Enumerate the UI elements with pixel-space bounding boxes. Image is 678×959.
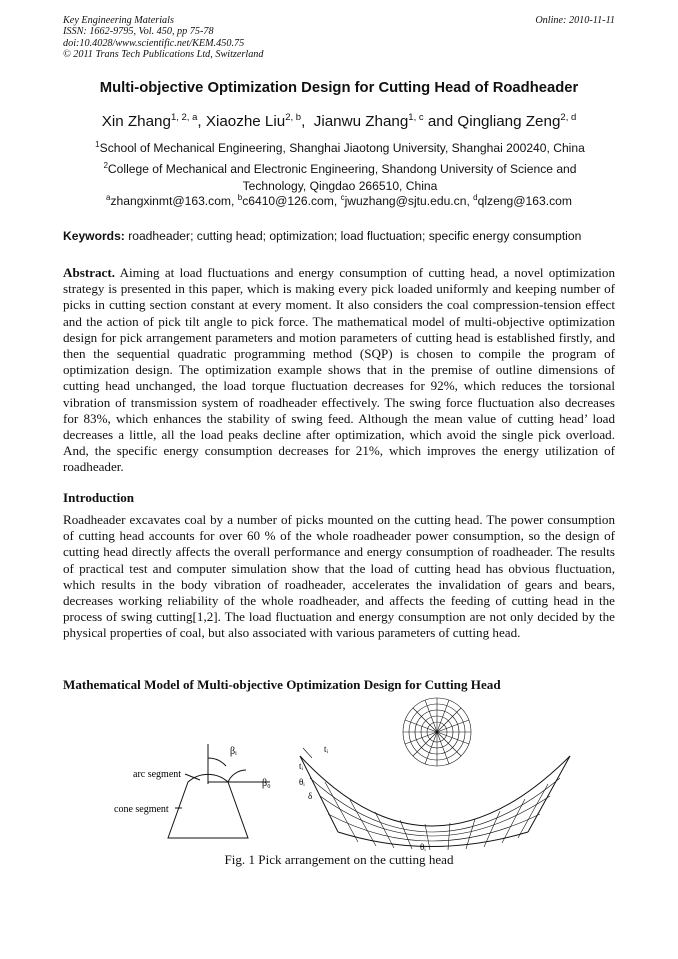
author-name: Xiaozhe Liu	[205, 113, 286, 131]
keywords-text: roadheader; cutting head; optimization; load fluctuation; specific energy consumption	[128, 229, 582, 243]
section-heading-introduction: Introduction	[63, 490, 135, 505]
author-separator: and	[423, 113, 458, 131]
t-i-label: tᵢ	[299, 761, 303, 771]
beta-0-label: β₀	[262, 778, 271, 789]
section-heading-model: Mathematical Model of Multi-objective Optimization Design for Cutting Head	[63, 677, 501, 692]
copyright-line: © 2011 Trans Tech Publications Ltd, Switzerland	[63, 49, 264, 61]
affiliation-2	[80, 158, 600, 194]
affiliation-text: College of Mechanical and Electronic Engineering, Shandong University of Science and Technology, Qingdao 266510, China	[107, 162, 577, 193]
email-sup: b	[237, 193, 243, 202]
affiliation-sup: 2	[103, 161, 108, 170]
email-list: $^a$zhangxinmt@163.com, $^b$c6410@126.com, $^c$jwuzhang@sjtu.edu.cn, $^d$qlzeng@163.com	[106, 193, 572, 209]
unrolled-pick-band	[300, 748, 570, 850]
affiliation-text: School of Mechanical Engineering, Shanghai Jiaotong University, Shanghai 200240, China	[99, 141, 585, 156]
author-name: Qingliang Zeng	[457, 113, 561, 131]
pick-profile-diagram	[168, 744, 270, 838]
theta-i-left-label: θᵢ	[299, 777, 305, 787]
online-date: Online: 2010-11-11	[535, 15, 615, 26]
figure-pick-arrangement	[100, 696, 580, 852]
email-address[interactable]: zhangxinmt@163.com	[110, 194, 232, 209]
email-sup: a	[106, 193, 111, 202]
issn-line: ISSN: 1662-9795, Vol. 450, pp 75-78	[63, 26, 214, 38]
figure-caption: Fig. 1 Pick arrangement on the cutting head	[224, 852, 454, 867]
author-list	[0, 112, 678, 130]
author-sup: 2, d	[560, 112, 577, 123]
beta-i-label: βᵢ	[230, 746, 237, 757]
email-address[interactable]: c6410@126.com	[242, 194, 334, 209]
beta-i-arc	[208, 758, 226, 766]
affiliation-sup: 1	[95, 140, 100, 149]
email-address[interactable]: qlzeng@163.com	[477, 194, 572, 209]
author-name: Jianwu Zhang	[313, 113, 409, 131]
delta-label: δ	[308, 791, 313, 801]
email-sup: c	[340, 193, 345, 202]
email-sup: d	[473, 193, 478, 202]
abstract	[63, 265, 615, 476]
arc-segment-label: arc segment	[133, 769, 182, 780]
abstract-text: Aiming at load fluctuations and energy consumption of cutting head, a novel optimization strategy is presented in this paper, which is making every pick loaded uniformly and keeping number of picks in cutting section constant at every moment. It also considers the coal compression-tension effect and the action of pick tilt angle to pick force. The mathematical model of multi-objective optimization design for pick arrangement parameters and motion parameters of cutting head is established firstly, and then the sequential quadratic programming method (SQP) is chosen to compile the program of optimization design. The optimization example shows that in the premise of outline dimensions of cutting head unchanged, the load torque fluctuation decreases for 92%, which reduces the torsional vibration of transmission system of roadheader effectively. The swing force fluctuation also decreases for 83%, which enhances the stability of swing feed. Although the mean value of cutting head’ load decreases a little, all the load peaks decline after optimization, which avoid the single pick overload. And, the specific energy consumption decreases for 21%, which improves the energy utilization of roadheader.	[63, 265, 615, 475]
beta-0-arc	[228, 770, 246, 782]
theta-i-bottom-label: θᵢ	[420, 842, 426, 852]
cone-segment-label: cone segment	[114, 804, 169, 815]
t-i-top-label: tᵢ	[324, 744, 328, 754]
author-separator: ,	[301, 113, 314, 131]
keywords-label: Keywords:	[63, 229, 125, 243]
author-sup: 1, 2, a	[170, 112, 198, 123]
journal-name: Key Engineering Materials	[63, 15, 174, 26]
affiliation-1	[80, 137, 600, 157]
cutting-head-end-view	[403, 698, 471, 766]
paper-title: Multi-objective Optimization Design for Cutting Head of Roadheader	[99, 80, 579, 96]
author-sup: 1, c	[408, 112, 424, 123]
author-sup: 2, b	[285, 112, 302, 123]
keywords	[63, 229, 615, 243]
author-name: Xin Zhang	[101, 113, 171, 131]
doi-line: doi:10.4028/www.scientific.net/KEM.450.75	[63, 37, 245, 49]
running-header	[63, 15, 615, 61]
email-address[interactable]: jwuzhang@sjtu.edu.cn	[344, 194, 467, 209]
author-separator: ,	[197, 113, 206, 131]
introduction-text: Roadheader excavates coal by a number of picks mounted on the cutting head. The power consumption of cutting head accounts for over 60 % of the whole roadheader power consumption, so the design of cutting head directly affects the overall performance and energy consumption of roadheader. The results of practical test and computer simulation show that the load of cutting head has obvious fluctuation, which results in the body vibration of roadheader, accelerates the invalidation of gears and bears, decreases working reliability of the whole roadheader, and affects the feeding of cutting head in the process of swing cutting[1,2]. The load fluctuation and energy consumption are not only decided by the physical properties of coal, but also associated with various parameters of cutting head.	[63, 512, 615, 641]
abstract-label: Abstract.	[63, 265, 115, 280]
